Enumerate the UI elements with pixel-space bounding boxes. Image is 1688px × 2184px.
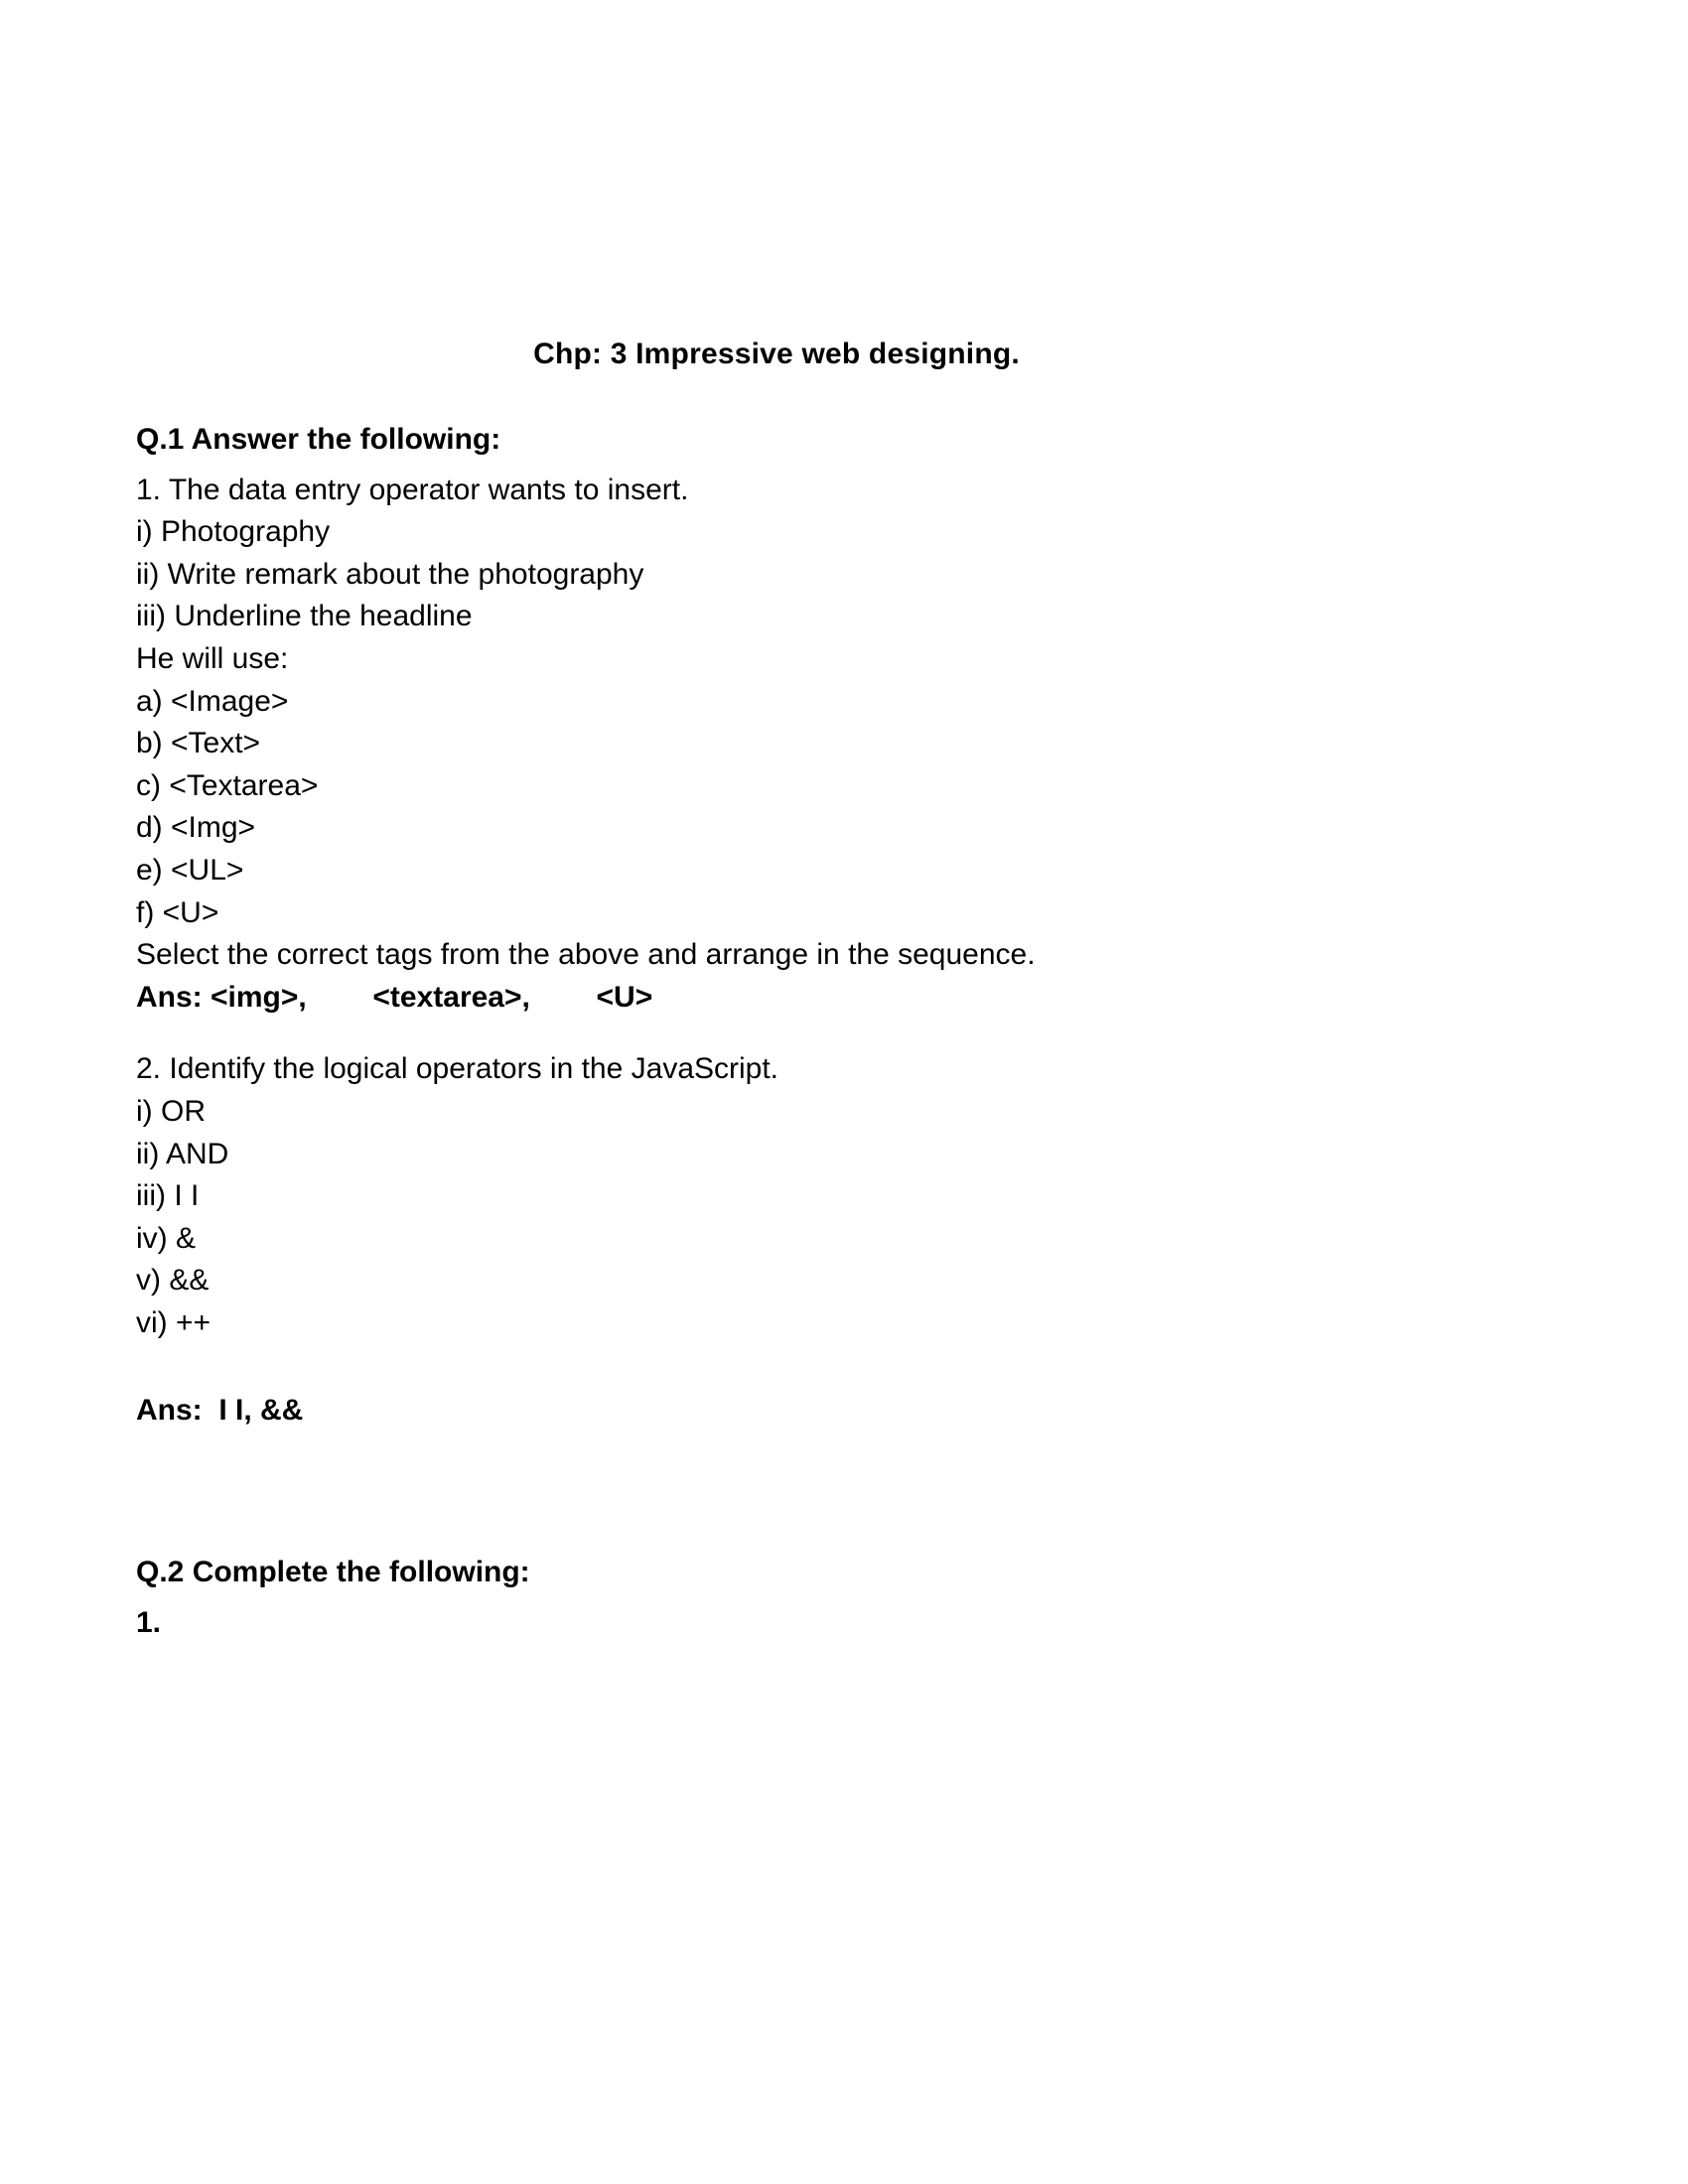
q1-item1-answer: Ans: <img>, <textarea>, <U> — [136, 980, 653, 1014]
q1-item2-prompt: 2. Identify the logical operators in the JavaScript. — [136, 1052, 779, 1086]
q1-item1-sub-ii: ii) Write remark about the photography — [136, 557, 644, 591]
q1-item1-option-c: c) <Textarea> — [136, 768, 319, 802]
q2-item1-number: 1. — [136, 1605, 162, 1639]
q1-item1-sub-i: i) Photography — [136, 515, 331, 549]
q1-item2-option-i: i) OR — [136, 1094, 206, 1128]
spacer — [136, 1433, 1546, 1552]
q1-item2-option-v: v) && — [136, 1264, 210, 1297]
q1-item1-option-d: d) <Img> — [136, 811, 256, 845]
page-title: Chp: 3 Impressive web designing. — [533, 338, 1020, 370]
q1-item1-lead-in: He will use: — [136, 641, 289, 675]
spacer — [136, 1344, 1546, 1390]
question-2-section — [136, 1552, 1546, 1644]
q1-item2-option-vi: vi) ++ — [136, 1305, 211, 1339]
q1-heading: Q.1 Answer the following: — [136, 423, 501, 456]
q1-item2-option-ii: ii) AND — [136, 1137, 229, 1170]
q1-item1-option-b: b) <Text> — [136, 727, 261, 760]
q1-item1-prompt: 1. The data entry operator wants to insert. — [136, 473, 689, 506]
q1-item1-sub-iii: iii) Underline the headline — [136, 600, 473, 633]
spacer — [136, 1019, 1546, 1048]
q1-item2-option-iii: iii) I I — [136, 1179, 200, 1213]
q1-item2-answer: Ans: I I, && — [136, 1394, 304, 1428]
document-body — [136, 338, 1546, 1644]
q1-item1-option-f: f) <U> — [136, 895, 219, 929]
q1-item2-option-iv: iv) & — [136, 1221, 196, 1255]
q1-item1-option-a: a) <Image> — [136, 684, 289, 718]
q2-heading: Q.2 Complete the following: — [136, 1556, 530, 1589]
question-1-section — [136, 419, 1546, 1433]
q1-item1-instruction: Select the correct tags from the above and arrange in the sequence. — [136, 938, 1036, 972]
q1-item1-option-e: e) <UL> — [136, 853, 244, 887]
